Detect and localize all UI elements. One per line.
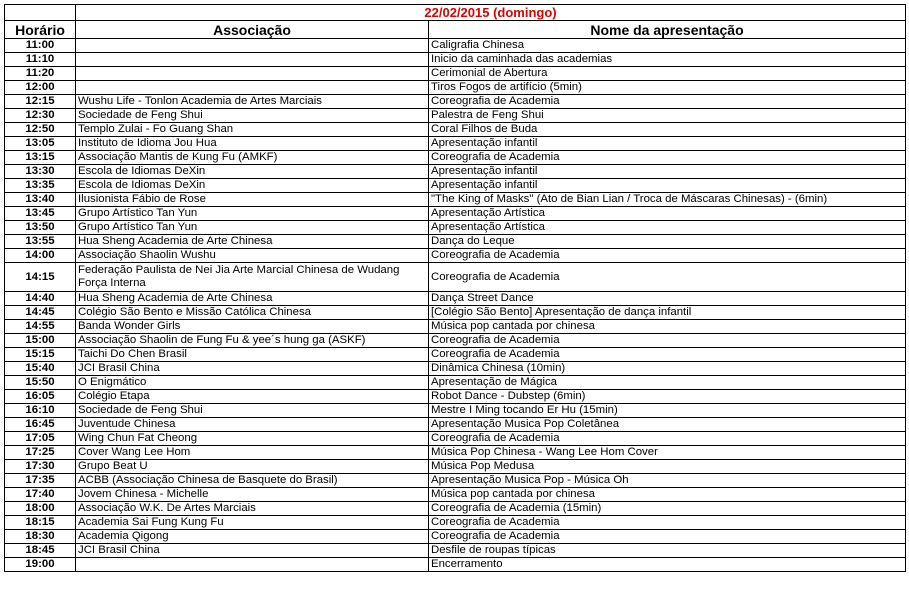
table-row (5, 418, 906, 432)
association-cell: Instituto de Idioma Jou Hua (76, 137, 429, 151)
time-cell: 14:00 (5, 249, 76, 263)
presentation-cell: Coreografia de Academia (429, 95, 906, 109)
schedule-body (5, 39, 906, 572)
time-cell: 16:10 (5, 404, 76, 418)
header-presentation: Nome da apresentação (429, 21, 906, 39)
table-row (5, 137, 906, 151)
time-cell: 17:35 (5, 474, 76, 488)
time-cell: 16:05 (5, 390, 76, 404)
association-cell (76, 67, 429, 81)
association-cell: JCI Brasil China (76, 544, 429, 558)
presentation-cell: Coreografia de Academia (429, 334, 906, 348)
time-cell: 18:15 (5, 516, 76, 530)
table-row (5, 39, 906, 53)
time-cell: 13:55 (5, 235, 76, 249)
time-cell: 15:50 (5, 376, 76, 390)
time-cell: 17:05 (5, 432, 76, 446)
table-row (5, 334, 906, 348)
presentation-cell: Coreografia de Academia (429, 516, 906, 530)
presentation-cell: Robot Dance - Dubstep (6min) (429, 390, 906, 404)
association-cell: Wing Chun Fat Cheong (76, 432, 429, 446)
table-row (5, 404, 906, 418)
association-cell: Academia Sai Fung Kung Fu (76, 516, 429, 530)
association-cell: Hua Sheng Academia de Arte Chinesa (76, 235, 429, 249)
association-cell: Academia Qigong (76, 530, 429, 544)
presentation-cell: Coreografia de Academia (429, 348, 906, 362)
association-cell (76, 558, 429, 572)
presentation-cell: Coreografia de Academia (429, 249, 906, 263)
presentation-cell: Coreografia de Academia (429, 263, 906, 292)
table-row (5, 95, 906, 109)
time-cell: 13:30 (5, 165, 76, 179)
association-cell: Escola de Idiomas DeXin (76, 179, 429, 193)
association-cell: Jovem Chinesa - Michelle (76, 488, 429, 502)
presentation-cell: Coral Filhos de Buda (429, 123, 906, 137)
time-cell: 14:45 (5, 306, 76, 320)
time-cell: 16:45 (5, 418, 76, 432)
time-cell: 11:10 (5, 53, 76, 67)
presentation-cell: Música pop cantada por chinesa (429, 488, 906, 502)
presentation-cell: Coreografia de Academia (429, 530, 906, 544)
table-row (5, 81, 906, 95)
presentation-cell: Apresentação Artística (429, 207, 906, 221)
table-row (5, 67, 906, 81)
header-row (5, 21, 906, 39)
table-row (5, 432, 906, 446)
association-cell: Cover Wang Lee Hom (76, 446, 429, 460)
association-cell: Federação Paulista de Nei Jia Arte Marcial Chinesa de Wudang Força Interna (76, 263, 429, 292)
presentation-cell: Palestra de Feng Shui (429, 109, 906, 123)
time-cell: 13:15 (5, 151, 76, 165)
table-row (5, 474, 906, 488)
table-row (5, 235, 906, 249)
time-cell: 14:15 (5, 263, 76, 292)
presentation-cell: Inicio da caminhada das academias (429, 53, 906, 67)
table-row (5, 446, 906, 460)
table-row (5, 193, 906, 207)
time-cell: 13:45 (5, 207, 76, 221)
time-cell: 12:00 (5, 81, 76, 95)
presentation-cell: Apresentação de Mágica (429, 376, 906, 390)
association-cell: ACBB (Associação Chinesa de Basquete do Brasil) (76, 474, 429, 488)
presentation-cell: Apresentação Artística (429, 221, 906, 235)
time-cell: 13:50 (5, 221, 76, 235)
table-row (5, 348, 906, 362)
association-cell: Grupo Artístico Tan Yun (76, 207, 429, 221)
time-cell: 17:40 (5, 488, 76, 502)
time-cell: 18:30 (5, 530, 76, 544)
table-row (5, 530, 906, 544)
table-row (5, 249, 906, 263)
time-cell: 12:30 (5, 109, 76, 123)
table-row (5, 151, 906, 165)
presentation-cell: Dinâmica Chinesa (10min) (429, 362, 906, 376)
time-cell: 13:35 (5, 179, 76, 193)
table-row (5, 488, 906, 502)
association-cell: Wushu Life - Tonlon Academia de Artes Marciais (76, 95, 429, 109)
presentation-cell: Mestre I Ming tocando Er Hu (15min) (429, 404, 906, 418)
association-cell: O Enigmático (76, 376, 429, 390)
association-cell: Grupo Artístico Tan Yun (76, 221, 429, 235)
presentation-cell: Música Pop Chinesa - Wang Lee Hom Cover (429, 446, 906, 460)
table-row (5, 292, 906, 306)
association-cell (76, 81, 429, 95)
schedule-table (4, 4, 906, 572)
presentation-cell: Tiros Fogos de artifício (5min) (429, 81, 906, 95)
association-cell: Juventude Chinesa (76, 418, 429, 432)
time-cell: 14:40 (5, 292, 76, 306)
presentation-cell: Apresentação infantil (429, 165, 906, 179)
association-cell: Associação Shaolin Wushu (76, 249, 429, 263)
presentation-cell: Coreografia de Academia (429, 151, 906, 165)
association-cell: Grupo Beat U (76, 460, 429, 474)
table-row (5, 390, 906, 404)
table-row (5, 502, 906, 516)
association-cell: Banda Wonder Girls (76, 320, 429, 334)
time-cell: 15:15 (5, 348, 76, 362)
time-cell: 12:50 (5, 123, 76, 137)
association-cell: Templo Zulai - Fo Guang Shan (76, 123, 429, 137)
time-cell: 11:00 (5, 39, 76, 53)
table-row (5, 558, 906, 572)
association-cell: Colégio São Bento e Missão Católica Chinesa (76, 306, 429, 320)
presentation-cell: Apresentação infantil (429, 137, 906, 151)
table-row (5, 460, 906, 474)
time-cell: 15:40 (5, 362, 76, 376)
table-row (5, 207, 906, 221)
date-title: 22/02/2015 (domingo) (76, 5, 906, 21)
table-row (5, 123, 906, 137)
table-row (5, 53, 906, 67)
time-cell: 13:05 (5, 137, 76, 151)
association-cell: Sociedade de Feng Shui (76, 404, 429, 418)
table-row (5, 306, 906, 320)
presentation-cell: Apresentação infantil (429, 179, 906, 193)
table-row (5, 320, 906, 334)
presentation-cell: Encerramento (429, 558, 906, 572)
association-cell: Sociedade de Feng Shui (76, 109, 429, 123)
presentation-cell: Coreografia de Academia (429, 432, 906, 446)
time-cell: 14:55 (5, 320, 76, 334)
time-cell: 15:00 (5, 334, 76, 348)
date-empty-cell (5, 5, 76, 21)
association-cell: Colégio Etapa (76, 390, 429, 404)
time-cell: 12:15 (5, 95, 76, 109)
presentation-cell: Música Pop Medusa (429, 460, 906, 474)
time-cell: 18:45 (5, 544, 76, 558)
association-cell: JCI Brasil China (76, 362, 429, 376)
header-time: Horário (5, 21, 76, 39)
association-cell: Taichi Do Chen Brasil (76, 348, 429, 362)
presentation-cell: Dança do Leque (429, 235, 906, 249)
table-row (5, 263, 906, 292)
table-row (5, 109, 906, 123)
presentation-cell: Apresentação Musica Pop - Música Oh (429, 474, 906, 488)
association-cell (76, 53, 429, 67)
presentation-cell: Música pop cantada por chinesa (429, 320, 906, 334)
table-row (5, 179, 906, 193)
presentation-cell: [Colégio São Bento] Apresentação de dança infantil (429, 306, 906, 320)
association-cell (76, 39, 429, 53)
time-cell: 17:30 (5, 460, 76, 474)
presentation-cell: Desfile de roupas típicas (429, 544, 906, 558)
time-cell: 17:25 (5, 446, 76, 460)
table-row (5, 376, 906, 390)
time-cell: 18:00 (5, 502, 76, 516)
presentation-cell: Coreografia de Academia (15min) (429, 502, 906, 516)
association-cell: Hua Sheng Academia de Arte Chinesa (76, 292, 429, 306)
header-association: Associação (76, 21, 429, 39)
time-cell: 11:20 (5, 67, 76, 81)
presentation-cell: Apresentação Musica Pop Coletânea (429, 418, 906, 432)
association-cell: Associação Mantis de Kung Fu (AMKF) (76, 151, 429, 165)
table-row (5, 516, 906, 530)
presentation-cell: Cerimonial de Abertura (429, 67, 906, 81)
presentation-cell: Dança Street Dance (429, 292, 906, 306)
presentation-cell: Caligrafia Chinesa (429, 39, 906, 53)
association-cell: Associação W.K. De Artes Marciais (76, 502, 429, 516)
date-row (5, 5, 906, 21)
table-row (5, 221, 906, 235)
association-cell: Associação Shaolin de Fung Fu & yee´s hung ga (ASKF) (76, 334, 429, 348)
table-row (5, 165, 906, 179)
time-cell: 19:00 (5, 558, 76, 572)
table-row (5, 362, 906, 376)
association-cell: Ilusionista Fábio de Rose (76, 193, 429, 207)
presentation-cell: "The King of Masks" (Ato de Bian Lian / Troca de Máscaras Chinesas) - (6min) (429, 193, 906, 207)
time-cell: 13:40 (5, 193, 76, 207)
table-row (5, 544, 906, 558)
association-cell: Escola de Idiomas DeXin (76, 165, 429, 179)
